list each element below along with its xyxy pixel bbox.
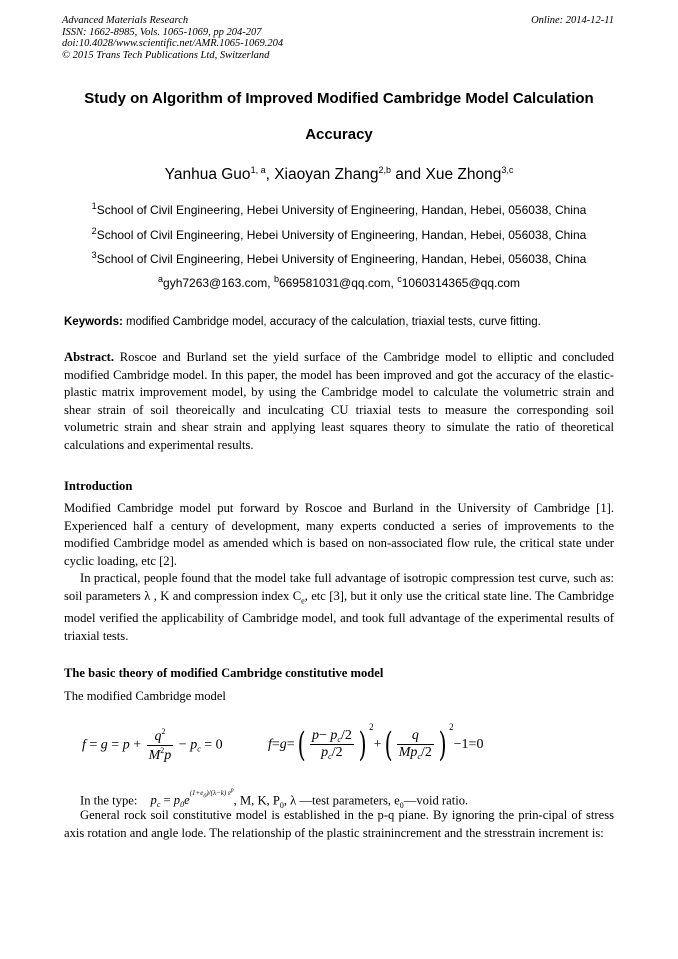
issn-line: ISSN: 1662-8985, Vols. 1065-1069, pp 204-207	[62, 26, 262, 38]
pc-formula: $p_c = p_0e^{(1+e_0)/(\lambda-k) \varepsilon^p}$	[150, 788, 234, 810]
author-1: Yanhua Guo	[164, 166, 251, 183]
affiliation-text: School of Civil Engineering, Hebei University of Engineering, Handan, Hebei, 056038, China	[96, 203, 587, 217]
intro-p2-sub: e	[301, 596, 305, 606]
abstract	[64, 349, 614, 455]
doi-line: doi:10.4028/www.scientific.net/AMR.1065-1069.204	[62, 38, 284, 50]
email-sup: b	[273, 274, 279, 284]
affiliation-2	[40, 228, 638, 242]
theory-paragraph-1: General rock soil constitutive model is established in the p-q piane. By ignoring the prin-cipal of stress axis rotation and angle lode. The relationship of the plastic strainincrement and the stresstrain increment is:	[64, 808, 614, 840]
intro-p1: Modified Cambridge model put forward by Roscoe and Burland in the University of Cambridge [1]. Experienced half a century of development, many experts conducted a series of improvements to the modified Cambridge model as amended which is based on non-associated flow rule, the critical state under cyclic loading, etc [2].	[64, 501, 614, 568]
paper-title-line-2: Accuracy	[305, 126, 373, 143]
author-1-sup: 1, a	[250, 164, 266, 175]
keywords-label: Keywords:	[64, 316, 123, 328]
theory-intro-line: The modified Cambridge model	[64, 689, 226, 703]
affiliation-text: School of Civil Engineering, Hebei University of Engineering, Handan, Hebei, 056038, China	[96, 228, 587, 242]
email-b: 669581031@qq.com,	[278, 276, 398, 290]
email-c: 1060314365@qq.com	[401, 276, 520, 290]
email-a: gyh7263@163.com,	[163, 276, 274, 290]
type-label: In the type:	[80, 793, 138, 808]
author-separator: and	[391, 166, 426, 183]
equation-2: f=g=( $\frac{p- p_c/2}{p_c/2}$ ) $^2$+( $\frac{q}{Mp_c/2}$ ) $^2$−1=0	[268, 722, 484, 765]
affiliation-number: 3	[91, 250, 97, 260]
abstract-label: Abstract.	[64, 350, 115, 364]
intro-p2-text-rest: , etc [3], but it only use the critical state line. The Cambridge model verified the applicability of Cambridge model, and took full advantage of the experimental results of triaxial tests.	[64, 588, 614, 643]
author-2: Xiaoyan Zhang	[274, 166, 379, 183]
type-params: , M, K, P	[233, 793, 280, 808]
email-list	[40, 276, 638, 290]
paper-title-line-1: Study on Algorithm of Improved Modified Cambridge Model Calculation	[84, 90, 594, 107]
type-tail: —void ratio.	[403, 793, 469, 808]
type-e-sub: 0	[399, 800, 404, 810]
equation-1: f = g = p + $\frac{q^2}{M^2p}$ − $p_c = 0$	[82, 727, 223, 763]
author-3-sup: 3,c	[501, 164, 514, 175]
intro-paragraph-1	[64, 500, 614, 645]
intro-p2	[64, 570, 614, 645]
affiliation-number: 2	[91, 226, 97, 236]
affiliation-1	[40, 203, 638, 217]
author-3: Xue Zhong	[425, 166, 502, 183]
email-sup: a	[158, 274, 164, 284]
journal-name: Advanced Materials Research	[62, 15, 189, 26]
affiliation-text: School of Civil Engineering, Hebei University of Engineering, Handan, Hebei, 056038, China	[96, 252, 587, 266]
abstract-text: Roscoe and Burland set the yield surface of the Cambridge model to elliptic and concluded modified Cambridge model. In this paper, the model has been improved and got the accuracy of the elastic-plastic matrix improvement model, by using the Cambridge model to calculate the volumetric strain and shear strain of soil theoreically and inculcating CU triaxial tests to measure the corresponding soil volumetric strain and shear strain and applying least squares theory to simulate the ratio of theoretical calculations and experimental results.	[64, 350, 614, 452]
affiliation-3	[40, 252, 638, 266]
type-rest: , λ —test parameters, e	[283, 793, 400, 808]
author-list	[40, 166, 638, 184]
type-p-sub: 0	[279, 800, 284, 810]
author-separator: ,	[265, 166, 275, 183]
affiliation-number: 1	[91, 201, 97, 211]
copyright-line: © 2015 Trans Tech Publications Ltd, Switzerland	[62, 49, 270, 61]
section-heading-introduction: Introduction	[64, 479, 133, 493]
keywords	[64, 316, 616, 328]
intro-p2-text: In practical, people found that the model take full advantage of isotropic compression test curve, such as: soil parameters λ , K and compression index C	[64, 571, 614, 603]
author-2-sup: 2,b	[378, 164, 391, 175]
online-date: Online: 2014-12-11	[531, 15, 614, 26]
journal-metadata	[62, 15, 283, 61]
section-heading-theory: The basic theory of modified Cambridge constitutive model	[64, 666, 384, 680]
email-sup: c	[397, 274, 402, 284]
keywords-text: modified Cambridge model, accuracy of the calculation, triaxial tests, curve fitting.	[122, 316, 541, 328]
